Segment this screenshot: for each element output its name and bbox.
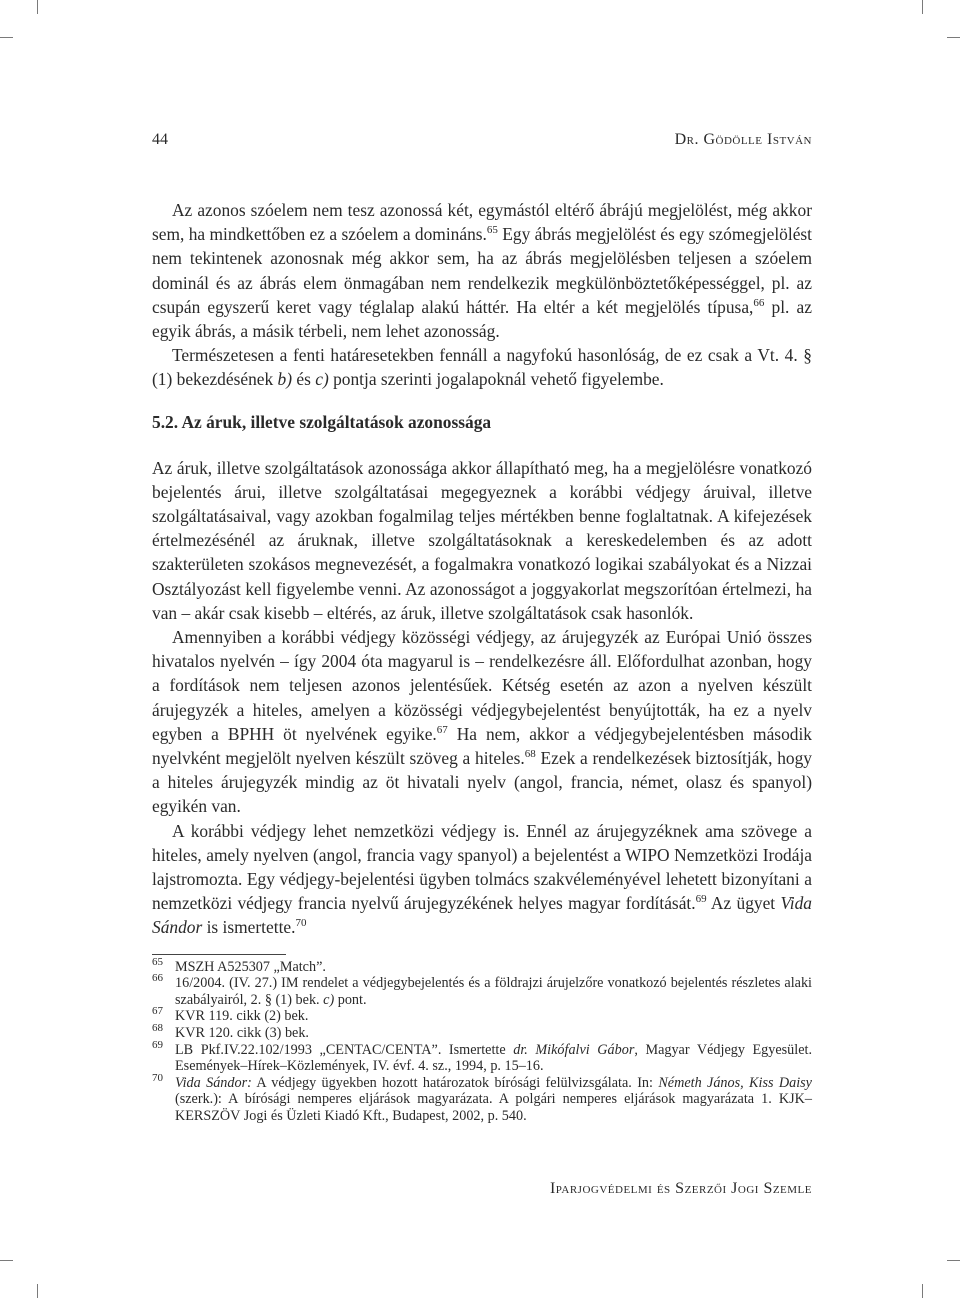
footnote-number: 66	[152, 972, 163, 985]
text-run: pontja szerinti jogalapoknál vehető figyelembe.	[328, 369, 664, 390]
footnote-text: MSZH A525307 „Match”.	[175, 958, 326, 975]
text-run-italic: Vida Sándor	[152, 893, 813, 938]
footnote-number: 67	[152, 1005, 163, 1018]
footnote-number: 69	[152, 1038, 163, 1051]
text-run: A korábbi védjegy lehet nemzetközi védjegy is. Ennél az árujegyzéknek ama szövege a hiteles, amely nyelven (angol, francia vagy spanyol) a bejelentést a WIPO Nemzetközi Irodája lajstromozta. Egy védjegy-bejelentési ügyben tolmács szakvéleményével lehetett bizonyítani a nemzetközi védjegy francia nyelvű árujegyzékének helyes magyar fordítását.	[152, 820, 812, 914]
text-run: Amennyiben a korábbi védjegy közösségi védjegy, az árujegyzék az Európai Unió összes hivatalos nyelvén – így 2004 óta magyarul is – rendelkezésre áll. Előfordulhat azonban, hogy a fordítások nem teljesen azonos jelentésűek. Kétség esetén az azon a nyelven készült árujegyzék a hiteles, amelyen a közösségi védjegybejelentést benyújtották, ha ez a nyelv egyben a BPHH öt nyelvének egyike.	[152, 627, 812, 744]
text-run: és	[292, 369, 316, 390]
paragraph-4	[152, 625, 812, 819]
footnote-70	[152, 1071, 812, 1125]
text-run: Az azonos szóelem nem tesz azonossá két, egymástól eltérő ábrájú megjelölést, még akkor sem, ha mindkettőben ez a szóelem a domináns.	[152, 200, 812, 245]
footnote-65	[152, 955, 812, 976]
crop-mark-bottom-right-v	[922, 1284, 923, 1298]
crop-mark-top-right-v	[922, 0, 923, 14]
text-run: Egy ábrás megjelölést és egy szómegjelölést nem tekintenek azonosnak még akkor sem, ha az ábrás megjelölésben teljesen a szóelem dominál és az ábrás elem önmagában nem rendelkezik megkülönböztetőképességgel, pl. az csupán egyszerű keret vagy téglalap alakú háttér. Ha eltér a két megjelölés típusa,	[152, 224, 813, 317]
text-run-italic: dr. Mikófalvi Gábor	[513, 1041, 635, 1058]
footnote-ref[interactable]: 69	[695, 893, 707, 906]
footnote-69	[152, 1038, 812, 1075]
crop-mark-top-right-h	[947, 37, 960, 38]
text-run-italic: c)	[323, 991, 335, 1008]
text-run: pl. az egyik ábrás, a másik térbeli, nem lehet azonosság.	[152, 296, 812, 342]
crop-mark-top-left-h	[0, 37, 13, 38]
main-text	[152, 198, 812, 1125]
footnote-number: 65	[152, 955, 163, 968]
text-run: Ezek a rendelkezések biztosítják, hogy a hiteles árujegyzék mindig az öt hivatali nyelv (angol, francia, német, olasz és spanyol) egyikén van.	[152, 748, 812, 817]
footnotes	[152, 955, 812, 1125]
footnote-67	[152, 1005, 812, 1025]
footnote-68	[152, 1022, 812, 1042]
paragraph-intro-1	[152, 198, 812, 343]
text-run: is ismertette.	[202, 917, 296, 938]
paragraph-3: Az áruk, illetve szolgáltatások azonossága akkor állapítható meg, ha a megjelölésre vonatkozó bejelentés árui, illetve szolgáltatásai megegyeznek a korábbi védjegy áruival, illetve szolgáltatásaival, vagy azokban fogalmilag teljes mértékben benne foglaltatnak. A kifejezések értelmezésénél az áruknak, illetve szolgáltatásoknak a kereskedelemben és az adott szakterületen szokásos megnevezését, a fogalmakra vonatkozó logikai szabályokat és a Nizzai Osztályozást kell figyelembe venni. Az azonosságot a joggyakorlat megszorítóan értelmezi, ha van – akár csak kisebb – eltérés, az áruk, illetve szolgáltatások csak hasonlók.	[152, 457, 812, 623]
text-run-italic: Németh János, Kiss Daisy	[658, 1074, 812, 1091]
text-run: Ha nem, akkor a védjegybejelentésben második nyelvként megjelölt nyelven készült szöveg a hiteles.	[152, 723, 812, 769]
page-number: 44	[152, 131, 168, 148]
footnote-ref[interactable]: 68	[524, 748, 536, 761]
footnote-ref[interactable]: 66	[753, 297, 765, 310]
footnote-number: 68	[152, 1022, 163, 1035]
footnote-text: KVR 119. cikk (2) bek.	[175, 1008, 309, 1025]
footnote-ref[interactable]: 70	[295, 917, 307, 930]
text-run: Az ügyet	[706, 893, 781, 914]
text-run: (szerk.): A bírósági nemperes eljárások magyarázata. A polgári nemperes eljárások magyarázata 1. KJK–KERSZÖV Jogi és Üzleti Kiadó Kft., Budapest, 2002, p. 540.	[175, 1091, 812, 1125]
running-footer-journal: Iparjogvédelmi és Szerzői Jogi Szemle	[549, 1180, 812, 1197]
paragraph-intro-2	[152, 343, 812, 391]
text-run: pont.	[334, 991, 367, 1008]
crop-mark-bottom-left-v	[37, 1284, 38, 1298]
crop-mark-top-left-v	[37, 0, 38, 14]
footnote-ref[interactable]: 67	[436, 724, 448, 737]
text-run-italic: c)	[315, 369, 329, 390]
text-run: LB Pkf.IV.22.102/1993 „CENTAC/CENTA”. Ismertette	[175, 1041, 514, 1058]
footnote-text: KVR 120. cikk (3) bek.	[175, 1025, 309, 1042]
footnote-text	[175, 1075, 812, 1125]
footnote-66	[152, 972, 812, 1008]
footnote-text	[175, 1042, 812, 1075]
text-run: A védjegy ügyekben hozott határozatok bírósági felülvizsgálata. In:	[251, 1074, 659, 1091]
crop-mark-bottom-left-h	[0, 1260, 13, 1261]
footnote-number: 70	[152, 1071, 163, 1084]
text-run: Természetesen a fenti határesetekben fennáll a nagyfokú hasonlóság, de ez csak a Vt. 4. § (1) bekezdésének	[152, 345, 812, 390]
section-heading: 5.2. Az áruk, illetve szolgáltatások azonossága	[152, 411, 492, 432]
footnote-separator	[152, 954, 286, 955]
running-header-author: Dr. Gödölle István	[674, 131, 812, 148]
text-run: 16/2004. (IV. 27.) IM rendelet a védjegybejelentés és a földrajzi árujelzőre vonatkozó bejelentés részletes alaki szabályairól, 2. § (1) bek.	[175, 975, 812, 1008]
text-run: , Magyar Védjegy Egyesület. Események–Hírek–Közlemények, IV. évf. 4. sz., 1994, p. 15–16.	[175, 1041, 812, 1075]
footnote-text	[175, 975, 812, 1008]
text-run-italic: b)	[277, 369, 293, 390]
footnote-ref[interactable]: 65	[486, 224, 498, 237]
crop-mark-bottom-right-h	[947, 1260, 960, 1261]
paragraph-5	[152, 819, 812, 940]
text-run-italic: Vida Sándor:	[175, 1074, 252, 1091]
